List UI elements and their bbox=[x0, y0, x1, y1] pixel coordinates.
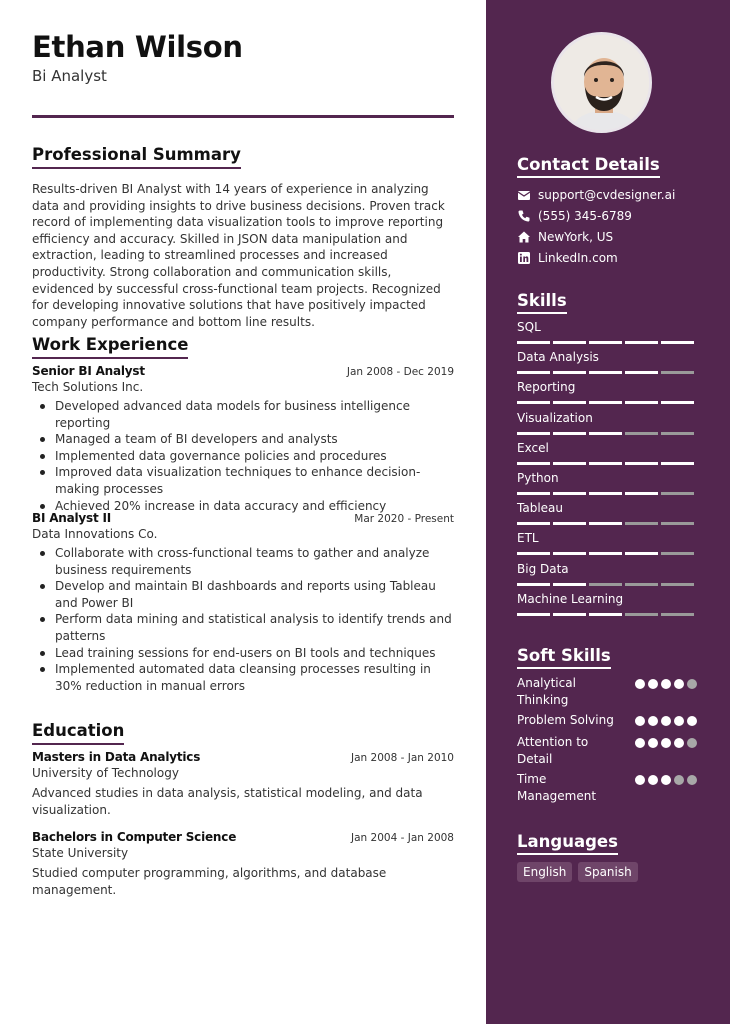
skill-item bbox=[517, 320, 697, 344]
skill-level-segment bbox=[517, 552, 550, 555]
candidate-title: Bi Analyst bbox=[32, 67, 107, 85]
skill-level-segment bbox=[625, 462, 658, 465]
job-company: Data Innovations Co. bbox=[32, 527, 158, 541]
rating-dot bbox=[674, 716, 684, 726]
rating-dot bbox=[661, 679, 671, 689]
skill-name: Big Data bbox=[517, 561, 569, 576]
soft-skill-item bbox=[517, 771, 697, 804]
soft-skill-item bbox=[517, 712, 697, 729]
soft-skills-heading: Soft Skills bbox=[517, 646, 611, 669]
skill-level-segment bbox=[553, 401, 586, 404]
skill-level-bar bbox=[517, 462, 697, 465]
education-description: Studied computer programming, algorithms, and database management. bbox=[32, 866, 387, 897]
list-item: Achieved 20% increase in data accuracy and efficiency bbox=[32, 498, 454, 515]
rating-dot bbox=[687, 679, 697, 689]
rating-dot bbox=[635, 775, 645, 785]
skill-item bbox=[517, 531, 697, 555]
phone-icon bbox=[517, 209, 531, 223]
profile-photo bbox=[551, 32, 652, 133]
skill-level-segment bbox=[517, 583, 550, 586]
rating-dot bbox=[648, 716, 658, 726]
skill-level-bar bbox=[517, 552, 697, 555]
skill-level-segment bbox=[661, 522, 694, 525]
job-bullets bbox=[32, 545, 454, 694]
skill-level-segment bbox=[517, 522, 550, 525]
education-heading: Education bbox=[32, 721, 124, 745]
skill-level-segment bbox=[589, 552, 622, 555]
skill-level-segment bbox=[553, 583, 586, 586]
degree: Bachelors in Computer Science bbox=[32, 830, 237, 844]
education-entry-2 bbox=[32, 830, 454, 898]
skill-level-bar bbox=[517, 432, 697, 435]
skill-level-segment bbox=[661, 613, 694, 616]
location-text: NewYork, US bbox=[538, 230, 614, 244]
skill-level-segment bbox=[625, 432, 658, 435]
skill-level-bar bbox=[517, 522, 697, 525]
list-item: Implemented automated data cleansing processes resulting in 30% reduction in manual errors bbox=[32, 661, 454, 694]
list-item: Develop and maintain BI dashboards and reports using Tableau and Power BI bbox=[32, 578, 454, 611]
rating-dot bbox=[635, 716, 645, 726]
skill-level-bar bbox=[517, 401, 697, 404]
summary-heading: Professional Summary bbox=[32, 145, 241, 169]
contact-heading: Contact Details bbox=[517, 155, 660, 178]
list-item: Managed a team of BI developers and analysts bbox=[32, 431, 454, 448]
degree: Masters in Data Analytics bbox=[32, 750, 201, 764]
envelope-icon bbox=[517, 188, 531, 202]
skill-level-segment bbox=[553, 522, 586, 525]
linkedin-icon bbox=[517, 251, 531, 265]
rating-dot bbox=[687, 775, 697, 785]
skill-name: Visualization bbox=[517, 410, 593, 425]
languages-heading: Languages bbox=[517, 832, 618, 855]
skill-level-segment bbox=[625, 552, 658, 555]
job-bullets bbox=[32, 398, 454, 514]
soft-skill-name: Attention to Detail bbox=[517, 735, 589, 766]
job-role: Senior BI Analyst bbox=[32, 364, 145, 378]
contact-phone[interactable] bbox=[517, 209, 632, 223]
contact-linkedin[interactable] bbox=[517, 251, 618, 265]
home-icon bbox=[517, 230, 531, 244]
contact-email[interactable] bbox=[517, 188, 675, 202]
skill-level-segment bbox=[589, 613, 622, 616]
contact-location bbox=[517, 230, 613, 244]
rating-dot bbox=[661, 716, 671, 726]
rating-dot bbox=[648, 738, 658, 748]
list-item: Improved data visualization techniques to enhance decision-making processes bbox=[32, 464, 454, 497]
skill-level-segment bbox=[553, 552, 586, 555]
skill-level-segment bbox=[661, 401, 694, 404]
education-dates: Jan 2004 - Jan 2008 bbox=[351, 832, 454, 844]
rating-dot bbox=[674, 738, 684, 748]
job-dates: Jan 2008 - Dec 2019 bbox=[346, 366, 454, 378]
skill-level-segment bbox=[553, 432, 586, 435]
list-item: Implemented data governance policies and procedures bbox=[32, 448, 454, 465]
skill-level-segment bbox=[625, 522, 658, 525]
list-item: Developed advanced data models for business intelligence reporting bbox=[32, 398, 454, 431]
list-item: Collaborate with cross-functional teams to gather and analyze business requirements bbox=[32, 545, 454, 578]
skill-name: Reporting bbox=[517, 380, 576, 395]
education-description: Advanced studies in data analysis, statistical modeling, and data visualization. bbox=[32, 786, 423, 817]
skill-level-segment bbox=[589, 401, 622, 404]
soft-skill-rating bbox=[635, 679, 697, 708]
soft-skill-rating bbox=[635, 738, 697, 767]
skill-name: Machine Learning bbox=[517, 591, 624, 606]
skill-level-segment bbox=[589, 432, 622, 435]
linkedin-text: LinkedIn.com bbox=[538, 251, 618, 265]
skill-item bbox=[517, 441, 697, 465]
skill-level-segment bbox=[625, 583, 658, 586]
skill-level-segment bbox=[553, 341, 586, 344]
soft-skill-item bbox=[517, 734, 697, 767]
school: State University bbox=[32, 846, 129, 860]
skill-name: Tableau bbox=[517, 501, 563, 516]
header-divider bbox=[32, 115, 454, 118]
skill-level-segment bbox=[625, 341, 658, 344]
skill-item bbox=[517, 592, 697, 616]
skill-level-segment bbox=[661, 583, 694, 586]
language-tag: English bbox=[517, 862, 572, 882]
soft-skill-name: Time Management bbox=[517, 772, 597, 803]
soft-skill-name: Analytical Thinking bbox=[517, 676, 576, 707]
rating-dot bbox=[674, 775, 684, 785]
skill-level-segment bbox=[517, 401, 550, 404]
rating-dot bbox=[635, 679, 645, 689]
skill-level-segment bbox=[625, 613, 658, 616]
skill-level-segment bbox=[661, 462, 694, 465]
job-company: Tech Solutions Inc. bbox=[32, 380, 144, 394]
skill-level-segment bbox=[589, 371, 622, 374]
skill-level-segment bbox=[553, 462, 586, 465]
skill-item bbox=[517, 350, 697, 374]
summary-text: Results-driven BI Analyst with 14 years of experience in analyzing data and providing insights to drive business decisions. Proven track record of implementing data visualization tools to improve reporting efficiency and accuracy. Skilled in JSON data manipulation and extraction, leading to streamlined processes and increased productivity. Strong collaboration and communication skills, evidenced by successful cross-functional team projects. Recognized for developing innovative solutions that have positively impacted company performance and bottom line results. bbox=[32, 182, 445, 329]
rating-dot bbox=[687, 738, 697, 748]
language-tag: Spanish bbox=[578, 862, 637, 882]
skill-name: Excel bbox=[517, 440, 549, 455]
languages-list bbox=[517, 862, 638, 882]
soft-skill-name: Problem Solving bbox=[517, 713, 614, 727]
skill-level-bar bbox=[517, 371, 697, 374]
skills-heading: Skills bbox=[517, 291, 567, 314]
skill-level-bar bbox=[517, 341, 697, 344]
job-entry-2 bbox=[32, 511, 454, 694]
skill-level-segment bbox=[553, 492, 586, 495]
skill-level-segment bbox=[553, 371, 586, 374]
skill-level-segment bbox=[625, 401, 658, 404]
school: University of Technology bbox=[32, 766, 179, 780]
job-entry-1 bbox=[32, 364, 454, 514]
skill-item bbox=[517, 471, 697, 495]
skill-level-segment bbox=[589, 462, 622, 465]
rating-dot bbox=[674, 679, 684, 689]
phone-text: (555) 345-6789 bbox=[538, 209, 632, 223]
soft-skill-rating bbox=[635, 716, 697, 729]
skill-level-segment bbox=[661, 552, 694, 555]
skill-name: Data Analysis bbox=[517, 350, 599, 365]
skill-level-segment bbox=[589, 522, 622, 525]
list-item: Perform data mining and statistical analysis to identify trends and patterns bbox=[32, 611, 454, 644]
skill-item bbox=[517, 380, 697, 404]
skill-level-segment bbox=[517, 432, 550, 435]
rating-dot bbox=[648, 679, 658, 689]
skill-level-segment bbox=[517, 462, 550, 465]
skill-item bbox=[517, 411, 697, 435]
skill-name: ETL bbox=[517, 531, 539, 546]
skill-level-segment bbox=[625, 492, 658, 495]
skill-item bbox=[517, 562, 697, 586]
job-dates: Mar 2020 - Present bbox=[354, 513, 454, 525]
skill-level-segment bbox=[517, 492, 550, 495]
soft-skill-item bbox=[517, 675, 697, 708]
skill-level-segment bbox=[517, 613, 550, 616]
rating-dot bbox=[648, 775, 658, 785]
experience-heading: Work Experience bbox=[32, 335, 188, 359]
skill-level-segment bbox=[517, 371, 550, 374]
skill-item bbox=[517, 501, 697, 525]
education-dates: Jan 2008 - Jan 2010 bbox=[351, 752, 454, 764]
skill-level-segment bbox=[589, 583, 622, 586]
rating-dot bbox=[661, 738, 671, 748]
skill-name: SQL bbox=[517, 320, 541, 334]
skill-level-bar bbox=[517, 583, 697, 586]
rating-dot bbox=[661, 775, 671, 785]
skill-level-segment bbox=[589, 492, 622, 495]
skill-level-segment bbox=[553, 613, 586, 616]
skill-level-bar bbox=[517, 613, 697, 616]
rating-dot bbox=[635, 738, 645, 748]
skill-level-segment bbox=[661, 341, 694, 344]
skill-level-bar bbox=[517, 492, 697, 495]
email-text: support@cvdesigner.ai bbox=[538, 188, 676, 202]
skill-level-segment bbox=[661, 492, 694, 495]
soft-skill-rating bbox=[635, 775, 697, 804]
skill-level-segment bbox=[517, 341, 550, 344]
education-entry-1 bbox=[32, 750, 454, 818]
skill-level-segment bbox=[589, 341, 622, 344]
job-role: BI Analyst II bbox=[32, 511, 112, 525]
candidate-name: Ethan Wilson bbox=[32, 30, 243, 64]
skill-level-segment bbox=[625, 371, 658, 374]
skill-level-segment bbox=[661, 432, 694, 435]
rating-dot bbox=[687, 716, 697, 726]
list-item: Lead training sessions for end-users on BI tools and techniques bbox=[32, 645, 454, 662]
skill-level-segment bbox=[661, 371, 694, 374]
skill-name: Python bbox=[517, 471, 559, 485]
